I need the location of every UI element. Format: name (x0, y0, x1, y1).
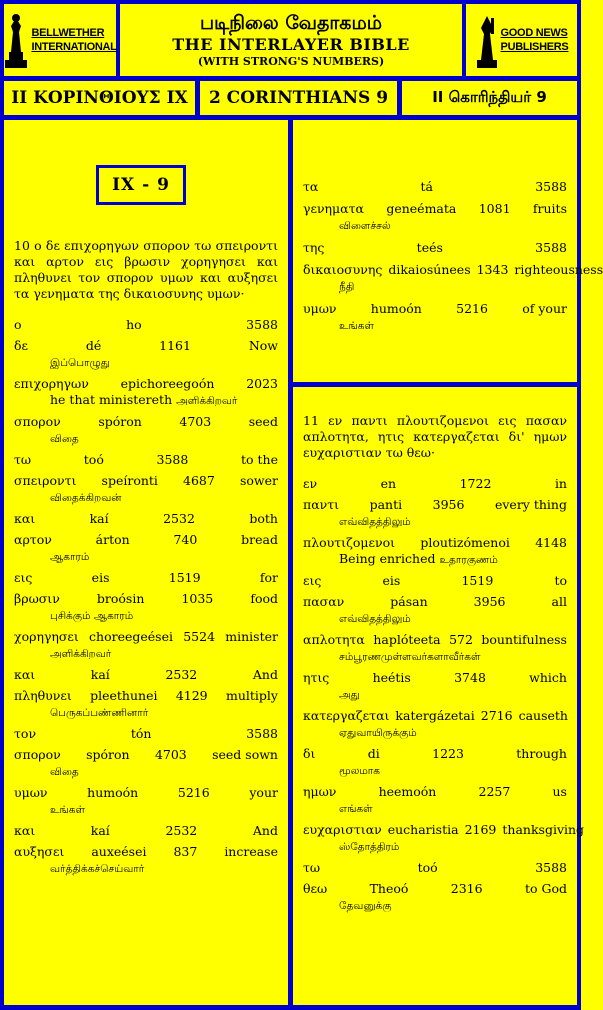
book-english-panel (200, 81, 397, 115)
strongs-number: 3588 (535, 860, 567, 875)
word-entry (303, 475, 567, 492)
word-entry (303, 859, 567, 876)
strongs-number: 3956 (432, 497, 465, 512)
chapter-label: IX - 9 (96, 165, 186, 205)
english-gloss: And (252, 667, 278, 682)
transliteration: tá (420, 179, 434, 194)
english-gloss: all (551, 594, 567, 609)
transliteration: speíronti (101, 473, 158, 488)
strongs-number: 2532 (165, 667, 198, 682)
book-greek-panel (4, 81, 195, 115)
english-gloss: every thing (494, 497, 567, 512)
strongs-number: 3588 (156, 452, 189, 467)
strongs-number: 1519 (168, 570, 201, 585)
tamil-gloss: புசிக்கும் ஆகாரம் (50, 610, 134, 622)
greek-word: εις (303, 573, 322, 588)
strongs-number: 2169 (464, 822, 497, 837)
strongs-number: 1223 (432, 746, 464, 761)
tamil-gloss: விளைச்சல் (339, 220, 391, 232)
transliteration: Theoó (369, 881, 409, 896)
english-gloss: to the (240, 452, 278, 467)
greek-word: και (14, 511, 36, 526)
logo-left-line1: BELLWETHER (31, 27, 105, 39)
good-news-logo (466, 4, 577, 76)
word-entry (303, 880, 567, 914)
word-entry (303, 239, 567, 256)
transliteration: toó (417, 860, 438, 875)
transliteration: kaí (89, 511, 109, 526)
book-tamil-panel (402, 81, 577, 115)
greek-word: πληθυνει (14, 688, 72, 703)
transliteration: humoón (370, 301, 422, 316)
strongs-number: 3588 (246, 726, 278, 741)
transliteration: heétis (372, 670, 411, 685)
strongs-number: 837 (173, 844, 198, 859)
strongs-number: 3748 (454, 670, 486, 685)
greek-word: ο (14, 317, 22, 332)
title-english: THE INTERLAYER BIBLE (172, 35, 410, 54)
strongs-number: 1035 (181, 591, 214, 606)
tamil-gloss: உங்கள் (339, 320, 374, 332)
strongs-number: 5524 (183, 629, 216, 644)
english-gloss: for (259, 570, 278, 585)
transliteration: katergázetai (395, 708, 475, 723)
verse-11-text: 11 εν παντι πλουτιζομενοι εις πασαν απλοτητα, ητις κατεργαζεται δι' ημων ευχαριστιαν τω θεω· (303, 413, 567, 460)
greek-word: βρωσιν (14, 591, 60, 606)
tamil-gloss: உங்கள் (50, 804, 85, 816)
tamil-gloss: ஏதுவாயிருக்கும் (339, 727, 417, 739)
word-entry (14, 822, 278, 839)
word-entry (303, 821, 585, 855)
transliteration: choreegeései (89, 629, 173, 644)
transliteration: geneémata (386, 201, 457, 216)
word-entry (303, 300, 567, 334)
word-entry (303, 200, 567, 234)
verse-10-text: 10 ο δε επιχορηγων σπορον τω σπειροντι και αρτον εις βρωσιν χορηγησει και πληθυνει τον σπορον υμων και αυξησει τα γενηματα της δικαιοσυνης υμων· (14, 238, 278, 301)
transliteration: toó (83, 452, 104, 467)
word-entry (303, 783, 567, 817)
english-gloss: in (554, 476, 567, 491)
word-entry (303, 631, 567, 665)
tamil-gloss: எவ்விதத்திலும் (339, 613, 411, 625)
transliteration: tón (130, 726, 152, 741)
tamil-gloss: விதை (50, 433, 79, 445)
word-entry (303, 261, 603, 295)
english-gloss: thanksgiving (502, 822, 585, 837)
greek-word: δικαιοσυνης (303, 262, 383, 277)
word-entry (14, 375, 278, 409)
strongs-number: 3588 (535, 240, 567, 255)
transliteration: eis (382, 573, 401, 588)
word-entry (303, 534, 567, 568)
strongs-number: 572 (449, 632, 473, 647)
right-bottom-word-list (303, 475, 585, 914)
book-english: 2 CORINTHIANS 9 (208, 88, 389, 108)
word-entry (14, 843, 278, 877)
strongs-number: 2532 (165, 823, 198, 838)
tamil-gloss: ஆகாரம் (50, 551, 90, 563)
word-entry (14, 746, 278, 780)
transliteration: pleethunei (90, 688, 158, 703)
word-entry (14, 666, 278, 683)
tamil-gloss: நீதி (339, 281, 355, 293)
strongs-number: 3588 (535, 179, 567, 194)
strongs-number: 2716 (480, 708, 513, 723)
english-gloss: through (516, 746, 567, 761)
word-entry (303, 669, 567, 703)
transliteration: dé (85, 338, 102, 353)
transliteration: en (380, 476, 397, 491)
greek-word: τω (303, 860, 321, 875)
word-entry (14, 510, 278, 527)
greek-word: υμων (14, 785, 48, 800)
strongs-number: 1161 (159, 338, 191, 353)
strongs-number: 4687 (183, 473, 215, 488)
english-gloss: to God (524, 881, 567, 896)
strongs-number: 2023 (246, 376, 278, 391)
transliteration: epichoreegoón (120, 376, 215, 391)
transliteration: heemoón (378, 784, 437, 799)
tamil-gloss: எங்கள் (339, 803, 373, 815)
greek-word: απλοτητα (303, 632, 365, 647)
word-entry (303, 707, 567, 741)
logo-left-line2: INTERNATIONAL (31, 41, 117, 53)
strongs-number: 4148 (535, 535, 567, 550)
strongs-number: 3588 (246, 317, 278, 332)
english-gloss: bountifulness (481, 632, 567, 647)
strongs-number: 1722 (459, 476, 492, 491)
transliteration: kaí (90, 823, 110, 838)
word-entry (14, 451, 278, 468)
transliteration: teés (416, 240, 443, 255)
logo-right-line1: GOOD NEWS (500, 27, 568, 39)
strongs-number: 4703 (179, 414, 212, 429)
english-gloss: your (249, 785, 278, 800)
word-entry (14, 472, 278, 506)
strongs-number: 3956 (473, 594, 506, 609)
word-entry (303, 745, 567, 779)
transliteration: spóron (98, 414, 142, 429)
greek-word: αυξησει (14, 844, 65, 859)
english-gloss: sower (239, 473, 278, 488)
strongs-number: 1519 (461, 573, 494, 588)
english-gloss: increase (224, 844, 278, 859)
greek-word: της (303, 240, 325, 255)
tamil-gloss: ஸ்தோத்திரம் (339, 841, 400, 853)
english-gloss: which (529, 670, 567, 685)
word-entry (14, 687, 278, 721)
transliteration: broósin (96, 591, 145, 606)
transliteration: pásan (390, 594, 428, 609)
tamil-gloss: அளிக்கிறவர் (176, 395, 238, 407)
word-entry (14, 531, 278, 565)
word-entry (303, 593, 567, 627)
english-gloss: And (252, 823, 278, 838)
bellwether-logo (4, 4, 116, 76)
strongs-number: 1081 (478, 201, 511, 216)
tamil-gloss: விதைக்கிறவன் (50, 492, 122, 504)
greek-word: τω (14, 452, 32, 467)
word-entry (14, 337, 278, 371)
tamil-gloss: இப்பொழுது (50, 357, 110, 369)
strongs-number: 2257 (478, 784, 511, 799)
english-gloss: fruits (532, 201, 567, 216)
transliteration: haplóteeta (373, 632, 441, 647)
english-gloss: bread (241, 532, 278, 547)
strongs-number: 2316 (450, 881, 483, 896)
title-subtitle: (WITH STRONG'S NUMBERS) (197, 55, 385, 68)
english-gloss: righteousness (514, 262, 603, 277)
strongs-number: 5216 (456, 301, 488, 316)
word-entry (303, 572, 567, 589)
left-word-list (14, 316, 278, 877)
greek-word: παντι (303, 497, 340, 512)
greek-word: σπορον (14, 747, 61, 762)
greek-word: τα (303, 179, 319, 194)
right-top-column (293, 120, 603, 382)
transliteration: ho (126, 317, 142, 332)
greek-word: υμων (303, 301, 337, 316)
strongs-number: 1343 (476, 262, 509, 277)
transliteration: humoón (87, 785, 139, 800)
english-gloss: minister (225, 629, 278, 644)
book-greek: II ΚΟΡΙΝΘΙΟΥΣ IX (11, 88, 188, 108)
tamil-gloss: அது (339, 689, 360, 701)
strongs-number: 5216 (177, 785, 210, 800)
tamil-gloss: வர்த்திக்கச்செய்வார் (50, 863, 145, 875)
greek-word: πασαν (303, 594, 345, 609)
word-entry (303, 496, 567, 530)
greek-word: και (14, 667, 36, 682)
english-gloss: to (554, 573, 567, 588)
english-gloss: causeth (518, 708, 568, 723)
transliteration: árton (95, 532, 130, 547)
statue-icon (475, 12, 499, 68)
word-entry (14, 590, 278, 624)
english-gloss: he that ministereth (50, 392, 173, 407)
word-entry (303, 178, 567, 195)
book-tamil: II கொரிந்தியர் 9 (432, 88, 547, 106)
greek-word: εν (303, 476, 318, 491)
transliteration: ploutizómenoi (420, 535, 510, 550)
left-column (4, 120, 288, 1005)
greek-word: σπειροντι (14, 473, 77, 488)
tamil-gloss: எவ்விதத்திலும் (339, 516, 411, 528)
english-gloss: us (552, 784, 567, 799)
transliteration: di (367, 746, 380, 761)
greek-word: χορηγησει (14, 629, 79, 644)
transliteration: dikaiosúnees (388, 262, 471, 277)
transliteration: spóron (86, 747, 130, 762)
greek-word: επιχορηγων (14, 376, 89, 391)
english-gloss: multiply (226, 688, 278, 703)
tamil-gloss: பெருகப்பண்ணினார் (50, 707, 149, 719)
strongs-number: 740 (173, 532, 198, 547)
greek-word: ευχαριστιαν (303, 822, 382, 837)
tamil-gloss: தேவனுக்கு (339, 900, 392, 912)
tamil-gloss: உதாரகுணம் (439, 554, 498, 566)
transliteration: eis (91, 570, 110, 585)
tamil-gloss: அளிக்கிறவர் (50, 648, 112, 660)
word-entry (14, 725, 278, 742)
greek-word: ημων (303, 784, 337, 799)
greek-word: ητις (303, 670, 330, 685)
english-gloss: seed (248, 414, 278, 429)
greek-word: δι (303, 746, 316, 761)
right-top-word-list (303, 178, 603, 334)
english-gloss: of your (522, 301, 567, 316)
greek-word: εις (14, 570, 33, 585)
ram-statue-icon (3, 12, 29, 68)
title-tamil: படிநிலை வேதாகமம் (199, 12, 383, 34)
greek-word: δε (14, 338, 29, 353)
greek-word: πλουτιζομενοι (303, 535, 396, 550)
greek-word: κατεργαζεται (303, 708, 390, 723)
greek-word: αρτον (14, 532, 52, 547)
transliteration: kaí (90, 667, 110, 682)
transliteration: eucharistia (387, 822, 459, 837)
english-gloss: both (249, 511, 278, 526)
greek-word: τον (14, 726, 37, 741)
strongs-number: 4129 (175, 688, 208, 703)
tamil-gloss: விதை (50, 766, 79, 778)
transliteration: panti (369, 497, 403, 512)
strongs-number: 2532 (163, 511, 195, 526)
transliteration: auxeései (91, 844, 147, 859)
english-gloss: food (250, 591, 278, 606)
greek-word: και (14, 823, 36, 838)
word-entry (14, 628, 278, 662)
word-entry (14, 569, 278, 586)
english-gloss: Being enriched (339, 551, 436, 566)
word-entry (14, 316, 278, 333)
greek-word: σπορον (14, 414, 61, 429)
greek-word: γενηματα (303, 201, 364, 216)
english-gloss: seed sown (212, 747, 278, 762)
logo-right-line2: PUBLISHERS (500, 41, 569, 53)
word-entry (14, 784, 278, 818)
tamil-gloss: சம்பூரணமுள்ளவர்களாவீர்கள் (339, 651, 481, 663)
english-gloss: Now (248, 338, 278, 353)
title-panel (120, 4, 462, 76)
right-bottom-column (293, 387, 585, 1005)
tamil-gloss: மூலமாக (339, 765, 380, 777)
word-entry (14, 413, 278, 447)
strongs-number: 4703 (154, 747, 187, 762)
greek-word: θεω (303, 881, 328, 896)
